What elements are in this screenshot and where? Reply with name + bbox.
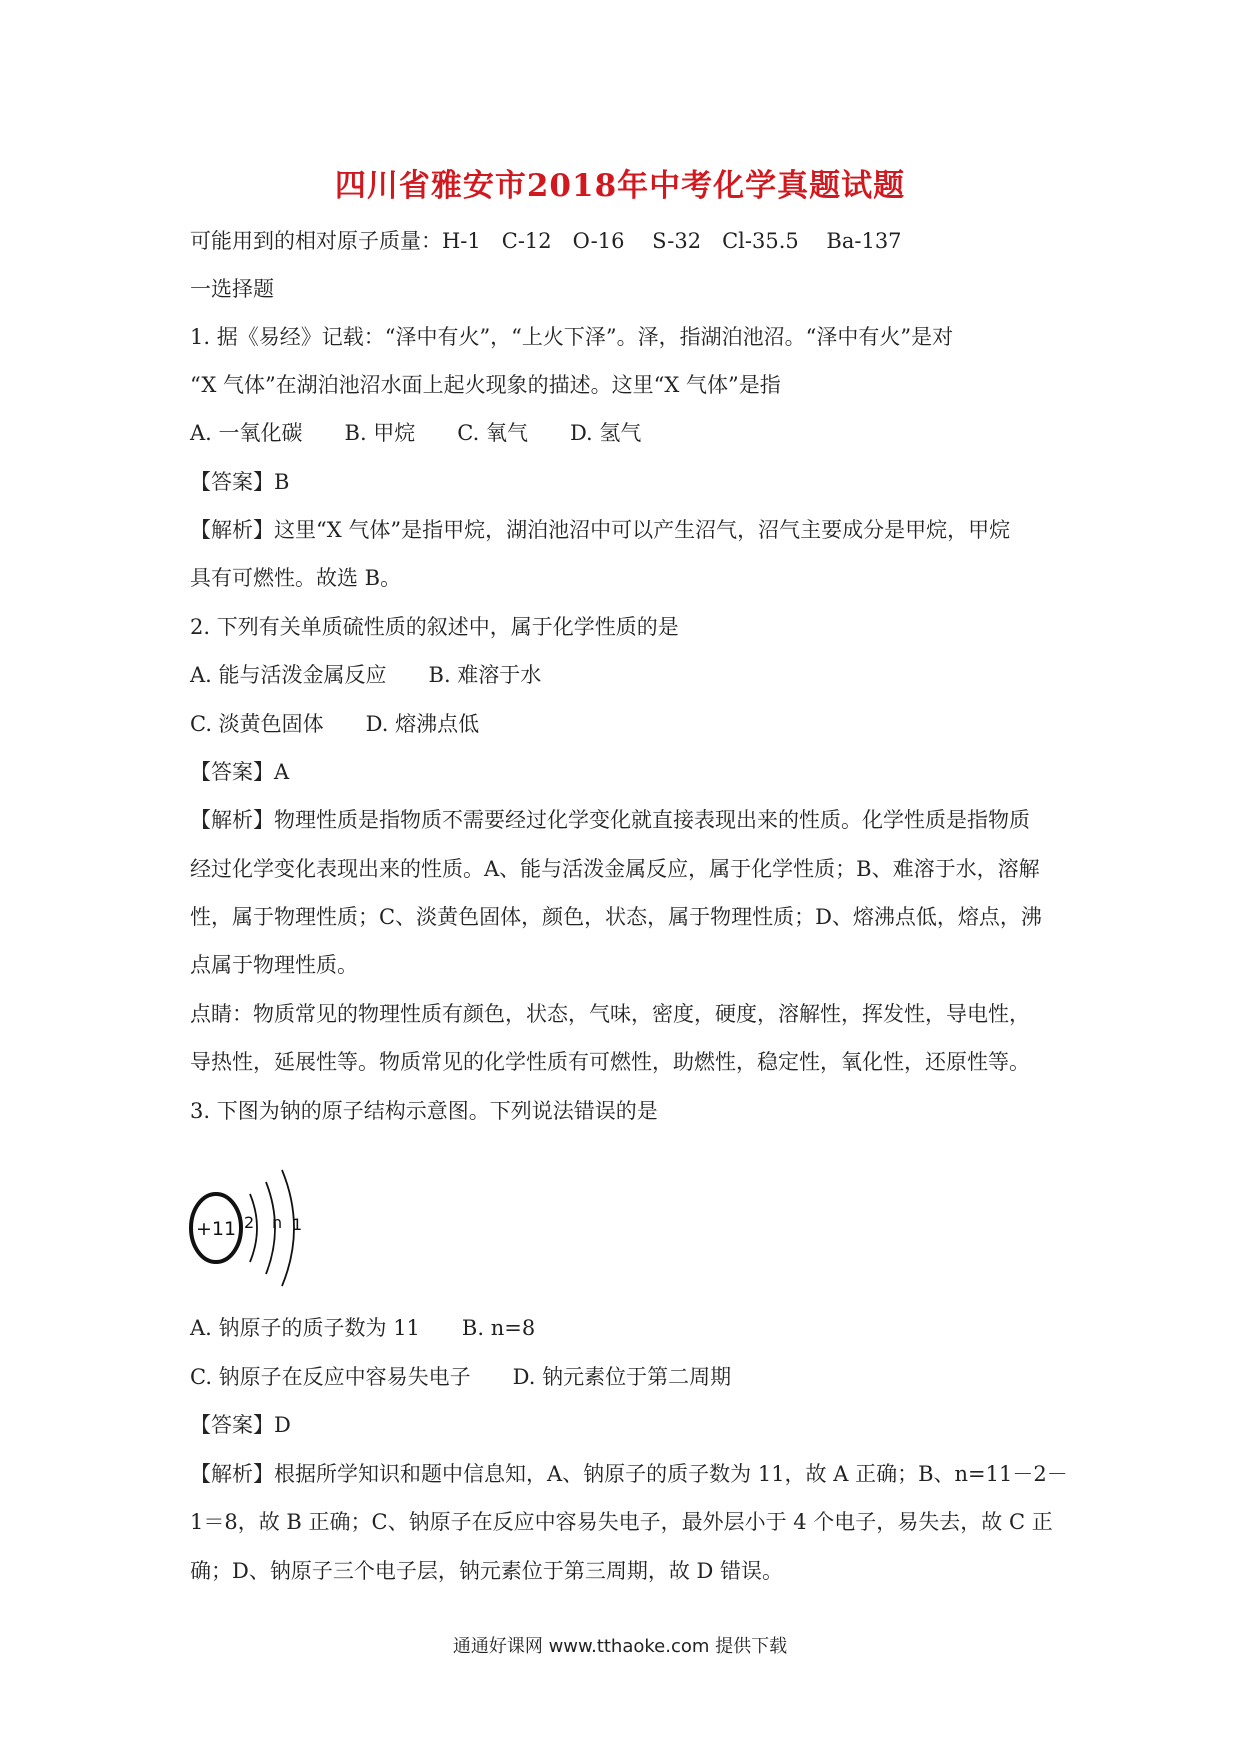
nucleus-charge: +11 — [195, 1218, 237, 1240]
q1-answer: 【答案】B — [190, 470, 290, 494]
section-heading: 一选择题 — [190, 277, 274, 301]
q1-options: A. 一氧化碳 B. 甲烷 C. 氧气 D. 氢气 — [190, 421, 642, 445]
q2-stem: 2. 下列有关单质硫性质的叙述中，属于化学性质的是 — [190, 615, 679, 639]
shell-3-electrons: 1 — [292, 1215, 303, 1234]
q2-options-line1: A. 能与活泼金属反应 B. 难溶于水 — [190, 663, 542, 687]
q2-analysis-line4: 点属于物理性质。 — [190, 953, 358, 977]
page-footer: 通通好课网 www.tthaoke.com 提供下载 — [452, 1636, 788, 1657]
q3-analysis-line1: 【解析】根据所学知识和题中信息知，A、钠原子的质子数为 11，故 A 正确；B、n=11－2－ — [190, 1462, 1068, 1486]
q3-options-line1: A. 钠原子的质子数为 11 B. n=8 — [190, 1316, 536, 1340]
q2-options-line2: C. 淡黄色固体 D. 熔沸点低 — [190, 712, 480, 736]
q1-analysis-line2: 具有可燃性。故选 B。 — [190, 566, 402, 590]
q2-answer: 【答案】A — [190, 760, 290, 784]
q3-answer: 【答案】D — [190, 1413, 291, 1437]
q1-stem-line1: 1. 据《易经》记载：“泽中有火”，“上火下泽”。泽，指湖泊池沼。“泽中有火”是对 — [190, 325, 954, 349]
q2-note-line2: 导热性，延展性等。物质常见的化学性质有可燃性，助燃性，稳定性，氧化性，还原性等。 — [190, 1050, 1030, 1074]
q2-analysis-line1: 【解析】物理性质是指物质不需要经过化学变化就直接表现出来的性质。化学性质是指物质 — [190, 808, 1030, 832]
sodium-atom-diagram — [186, 1158, 306, 1298]
shell-2-electrons: n — [272, 1213, 283, 1232]
q3-options-line2: C. 钠原子在反应中容易失电子 D. 钠元素位于第二周期 — [190, 1365, 732, 1389]
page-title: 四川省雅安市2018年中考化学真题试题 — [334, 168, 906, 204]
atomic-masses-line: 可能用到的相对原子质量：H-1 C-12 O-16 S-32 Cl-35.5 Ba-137 — [190, 229, 902, 253]
q2-note-line1: 点睛：物质常见的物理性质有颜色，状态，气味，密度，硬度，溶解性，挥发性，导电性， — [190, 1002, 1030, 1026]
q3-analysis-line2: 1＝8，故 B 正确；C、钠原子在反应中容易失电子，最外层小于 4 个电子，易失去，故 C 正 — [190, 1510, 1053, 1534]
q1-analysis-line1: 【解析】这里“X 气体”是指甲烷，湖泊池沼中可以产生沼气，沼气主要成分是甲烷，甲烷 — [190, 518, 1011, 542]
q2-analysis-line3: 性，属于物理性质；C、淡黄色固体，颜色，状态，属于物理性质；D、熔沸点低，熔点，沸 — [190, 905, 1042, 929]
q1-stem-line2: “X 气体”在湖泊池沼水面上起火现象的描述。这里“X 气体”是指 — [190, 373, 781, 397]
q2-analysis-line2: 经过化学变化表现出来的性质。A、能与活泼金属反应，属于化学性质；B、难溶于水，溶解 — [190, 857, 1040, 881]
q3-analysis-line3: 确；D、钠原子三个电子层，钠元素位于第三周期，故 D 错误。 — [190, 1559, 784, 1583]
shell-1-electrons: 2 — [244, 1213, 255, 1232]
q3-stem: 3. 下图为钠的原子结构示意图。下列说法错误的是 — [190, 1099, 658, 1123]
